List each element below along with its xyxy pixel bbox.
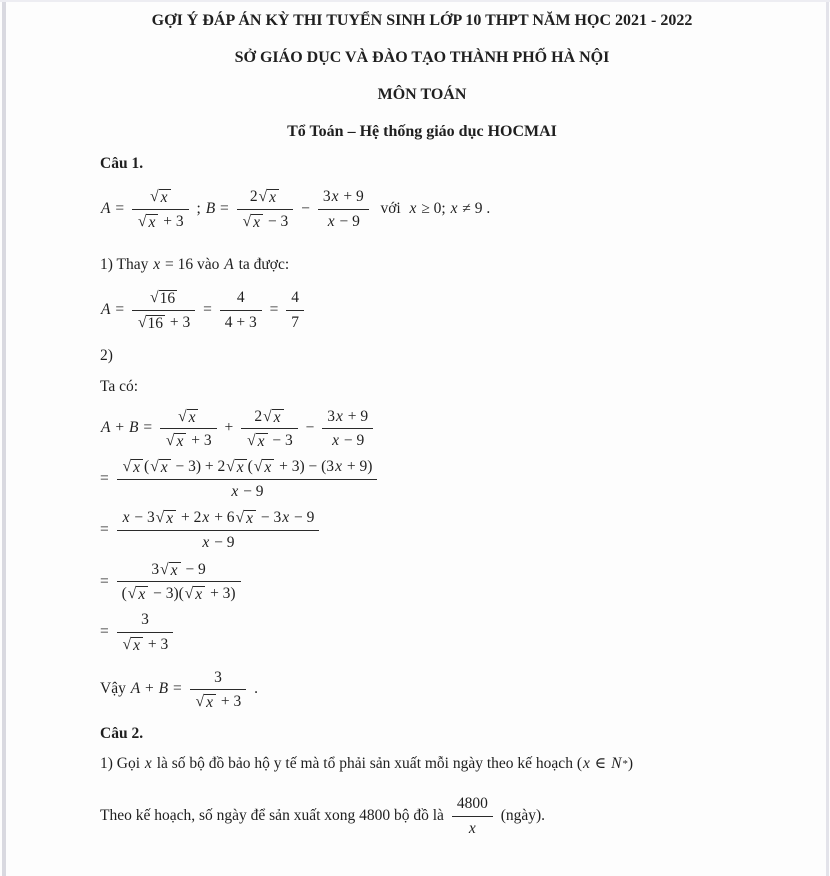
math-variable: x [206, 694, 214, 712]
math-variable: B [128, 419, 139, 437]
math-variable: x [335, 458, 342, 476]
math-text: − 9 [239, 482, 264, 500]
math-variable: x [138, 586, 146, 604]
cau1-definition-formula [100, 186, 744, 232]
fraction [117, 559, 241, 605]
math-variable: x [144, 754, 152, 772]
cau1-evaluation-formula [100, 287, 744, 333]
sqrt-radicand [244, 510, 256, 527]
math-variable: x [332, 432, 340, 450]
fraction-numerator [117, 559, 241, 581]
fraction-numerator [286, 287, 304, 309]
fraction-bar [322, 428, 373, 429]
fraction-bar [286, 310, 304, 311]
math-variable: x [336, 407, 343, 425]
math-text: ; [192, 199, 205, 217]
math-text: ) [627, 754, 634, 772]
math-text: + 6 [210, 509, 235, 527]
fraction [452, 793, 493, 839]
math-variable: x [160, 459, 168, 477]
math-text: là số bộ đồ bảo hộ y tế mà tổ phải sản xuất mỗi ngày theo kế hoạch [152, 754, 577, 772]
math-text: = [111, 301, 128, 319]
cau2-plan-days-formula [100, 793, 744, 839]
math-text: 4800 [456, 794, 488, 812]
fraction-bar [241, 428, 298, 429]
fraction-bar [190, 689, 247, 690]
sqrt-symbol: √ [247, 432, 256, 450]
math-variable: x [269, 189, 277, 206]
fraction [286, 287, 304, 333]
fraction [241, 406, 298, 452]
fraction-numerator [117, 456, 378, 478]
math-text: 2 [254, 407, 263, 425]
math-superscript: * [622, 757, 628, 770]
math-variable: x [468, 819, 476, 837]
sqrt-symbol: √ [165, 432, 175, 450]
math-text: 4 [291, 289, 299, 307]
sqrt-radicand [256, 433, 268, 450]
fraction-bar [117, 479, 378, 480]
math-text: + 3 [144, 635, 169, 653]
fraction-bar [117, 632, 174, 633]
sqrt-symbol: √ [122, 635, 132, 653]
cau1-sum-step-5 [100, 609, 744, 655]
fraction-numerator [117, 609, 174, 631]
math-text: + [141, 680, 158, 698]
sqrt [254, 459, 274, 476]
math-text: 1) Thay [100, 256, 153, 274]
math-text: + 9 [339, 188, 364, 205]
sqrt [160, 562, 180, 579]
sqrt-radicand [262, 459, 274, 476]
fraction-denominator [117, 583, 241, 605]
math-text: = 16 vào [161, 256, 224, 274]
sqrt-radicand [164, 510, 176, 527]
sqrt-radicand [174, 433, 186, 450]
fraction-numerator [318, 186, 369, 208]
fraction-numerator [190, 667, 247, 689]
fraction [322, 406, 373, 452]
fraction-bar [117, 581, 241, 582]
fraction [318, 186, 369, 232]
math-text: 2 [249, 188, 258, 205]
fraction-numerator [220, 287, 262, 309]
fraction [117, 609, 174, 655]
sqrt-symbol: √ [155, 509, 165, 527]
fraction [117, 456, 378, 502]
math-variable: x [273, 408, 281, 426]
math-variable: A [101, 301, 111, 319]
fraction [117, 507, 320, 553]
math-variable: x [202, 509, 210, 527]
sqrt-radicand [146, 315, 165, 332]
math-text: − 3) + 2 [171, 458, 226, 476]
math-text: + 3 [165, 313, 191, 331]
math-variable: A [224, 256, 234, 274]
fraction [132, 287, 195, 333]
math-text: (ngày). [496, 806, 546, 824]
fraction-numerator [452, 793, 493, 815]
math-text: = [216, 199, 233, 217]
fraction-denominator [322, 430, 373, 452]
math-variable: x [231, 482, 239, 500]
math-variable: A [101, 419, 111, 437]
fraction [190, 667, 247, 713]
cau1-sum-step-4 [100, 559, 744, 605]
math-text: + [220, 419, 238, 437]
sqrt-symbol: √ [253, 458, 263, 476]
math-variable: x [122, 509, 130, 527]
math-text: = [100, 622, 113, 640]
sqrt-radicand [267, 189, 279, 206]
sqrt-radicand [159, 290, 178, 307]
sqrt [150, 290, 177, 307]
sqrt-radicand [159, 459, 171, 476]
fraction-denominator [117, 481, 378, 503]
sqrt-symbol: √ [160, 560, 169, 578]
fraction-denominator [220, 312, 262, 334]
math-text: + [111, 419, 128, 437]
math-text: − 3 [130, 509, 155, 527]
math-text: = [139, 419, 156, 437]
math-text: − 9 [181, 560, 206, 578]
math-text: + 9) [342, 458, 373, 476]
cau1-conclusion [100, 667, 744, 713]
page-edge-right [826, 0, 829, 876]
math-text: . [250, 680, 259, 698]
math-text: ( [121, 585, 127, 603]
math-text: ≥ 0; [417, 199, 450, 217]
cau1-sum-step-1 [100, 406, 744, 452]
math-text: − 3)( [149, 585, 184, 603]
math-text: ∈ [590, 754, 611, 772]
fraction [237, 186, 294, 232]
math-text: − [301, 419, 319, 437]
math-variable: x [133, 459, 141, 477]
sqrt-symbol: √ [184, 585, 194, 603]
fraction-denominator [117, 634, 174, 656]
page-edge-left [2, 0, 6, 876]
sqrt-symbol: √ [137, 313, 147, 331]
math-variable: x [257, 433, 265, 451]
header-line-exam-title: GỢI Ý ĐÁP ÁN KỲ THI TUYỂN SINH LỚP 10 THPT NĂM HỌC 2021 - 2022 [151, 12, 693, 29]
math-text: = [169, 680, 186, 698]
sqrt-radicand [187, 409, 199, 426]
sqrt [123, 637, 143, 654]
math-text: 16 [159, 290, 176, 308]
math-variable: x [327, 212, 335, 230]
sqrt [226, 459, 246, 476]
fraction-numerator [117, 507, 320, 529]
fraction [160, 406, 217, 452]
sqrt-symbol: √ [122, 458, 132, 476]
math-variable: x [153, 256, 161, 274]
fraction-bar [132, 310, 195, 311]
fraction-bar [318, 209, 369, 210]
sqrt-radicand [136, 586, 148, 603]
fraction-numerator [237, 186, 294, 208]
cau1-sum-step-3 [100, 507, 744, 553]
sqrt-symbol: √ [178, 407, 187, 425]
math-text: + 3) − (3 [275, 458, 335, 476]
sqrt-radicand [146, 214, 158, 231]
sqrt-symbol: √ [150, 188, 159, 205]
math-variable: x [246, 510, 253, 528]
fraction-numerator [241, 406, 298, 428]
math-text: − 9 [340, 432, 365, 450]
math-variable: x [202, 534, 210, 552]
sqrt [263, 409, 283, 426]
sqrt [178, 409, 198, 426]
math-text: 3 [141, 611, 149, 629]
math-variable: x [176, 433, 184, 451]
math-text: = [111, 199, 128, 217]
cau1-ta-co-label: Ta có: [100, 377, 139, 395]
math-text: 3 [327, 407, 335, 425]
fraction-denominator [237, 211, 294, 233]
fraction-denominator [190, 691, 247, 713]
math-variable: x [450, 199, 458, 217]
sqrt-radicand [204, 694, 216, 711]
fraction [132, 186, 189, 232]
math-text: − 3 [264, 212, 289, 230]
math-text: = [100, 572, 113, 590]
math-text: + 3) [206, 585, 236, 603]
cau1-part1-statement [100, 255, 744, 276]
fraction-denominator [286, 312, 304, 334]
sqrt-symbol: √ [150, 289, 159, 307]
sqrt-symbol: √ [242, 212, 252, 230]
sqrt [259, 189, 279, 206]
math-text: = [100, 469, 113, 487]
sqrt [128, 586, 148, 603]
math-text: − 9 [290, 509, 315, 527]
sqrt [247, 433, 267, 450]
math-variable: x [166, 510, 174, 528]
fraction [220, 287, 262, 333]
math-text: − 9 [210, 534, 235, 552]
math-text: ( [576, 754, 582, 772]
math-text: = [265, 301, 283, 319]
cau2-title: Câu 2. [100, 724, 144, 742]
sqrt-symbol: √ [137, 212, 147, 230]
sqrt-symbol: √ [235, 509, 245, 527]
sqrt [166, 433, 186, 450]
math-text: ( [247, 458, 253, 476]
sqrt [196, 694, 216, 711]
math-variable: x [264, 459, 272, 477]
math-variable: x [188, 408, 196, 426]
math-text: 3 [322, 188, 331, 205]
sqrt-symbol: √ [226, 458, 235, 476]
math-text: Theo kế hoạch, số ngày để sản xuất xong 4800 bộ đồ là [100, 806, 448, 824]
cau1-title: Câu 1. [100, 155, 144, 172]
page-edge-top [0, 0, 830, 2]
math-text: = [199, 301, 216, 319]
math-variable: x [331, 188, 339, 205]
math-variable: x [583, 754, 590, 772]
sqrt-radicand [159, 189, 171, 206]
sqrt-radicand [251, 214, 263, 231]
fraction-bar [132, 209, 189, 210]
math-text: 4 [236, 289, 245, 307]
math-variable: x [133, 636, 141, 654]
header-line-organization: Tổ Toán – Hệ thống giáo dục HOCMAI [287, 123, 557, 140]
sqrt [236, 510, 256, 527]
math-variable: N [611, 754, 622, 772]
fraction-numerator [322, 406, 373, 428]
math-text: với [372, 199, 409, 217]
sqrt-symbol: √ [127, 585, 137, 603]
math-text: ta được: [234, 256, 290, 274]
sqrt [150, 459, 170, 476]
sqrt-symbol: √ [258, 188, 268, 205]
fraction-bar [452, 816, 493, 817]
solution-body [100, 155, 744, 839]
fraction-denominator [452, 818, 493, 840]
math-text: + 3 [187, 432, 212, 450]
math-text: − 3 [268, 432, 293, 450]
math-text: + 3 [159, 212, 184, 230]
sqrt-radicand [193, 586, 205, 603]
math-variable: x [148, 213, 156, 231]
document-header [100, 12, 744, 141]
sqrt [123, 459, 143, 476]
sqrt [243, 214, 263, 231]
sqrt [138, 214, 158, 231]
math-text: 3 [214, 668, 222, 686]
math-text: 4 + 3 [224, 313, 257, 331]
fraction-denominator [160, 430, 217, 452]
math-variable: x [195, 586, 203, 604]
sqrt [156, 510, 176, 527]
math-variable: x [282, 509, 290, 527]
math-variable: x [253, 213, 261, 231]
math-variable: A [130, 680, 141, 698]
fraction-numerator [132, 287, 195, 309]
math-text: − 9 [335, 212, 360, 230]
fraction-bar [237, 209, 294, 210]
math-text: 1) Gọi [100, 754, 144, 772]
math-text: Vậy [100, 680, 130, 698]
math-text: + 9 [343, 407, 369, 425]
header-line-subject: MÔN TOÁN [377, 86, 467, 103]
fraction-bar [220, 310, 262, 311]
sqrt-symbol: √ [263, 407, 272, 425]
math-text: − [297, 199, 314, 217]
math-variable: A [101, 199, 111, 217]
sqrt [138, 315, 165, 332]
math-variable: B [158, 680, 169, 698]
sqrt-symbol: √ [150, 458, 159, 476]
math-text: = [100, 521, 113, 539]
sqrt-symbol: √ [195, 693, 205, 711]
math-text: 16 [147, 314, 163, 332]
cau2-part1-statement [100, 754, 744, 775]
math-text: + 2 [177, 509, 202, 527]
math-text: 3 [151, 560, 160, 578]
math-text: − 3 [256, 509, 282, 527]
fraction-numerator [132, 186, 189, 208]
fraction-denominator [241, 430, 298, 452]
fraction-denominator [132, 312, 195, 334]
fraction-bar [160, 428, 217, 429]
cau1-part2-label: 2) [100, 346, 113, 364]
header-line-department: SỞ GIÁO DỤC VÀ ĐÀO TẠO THÀNH PHỐ HÀ NỘI [234, 49, 610, 66]
math-variable: B [205, 199, 216, 217]
sqrt-radicand [131, 459, 143, 476]
fraction-denominator [132, 211, 189, 233]
math-text: 7 [291, 313, 299, 331]
sqrt [150, 189, 170, 206]
fraction-bar [117, 530, 320, 531]
fraction-numerator [160, 406, 217, 428]
fraction-denominator [318, 211, 369, 233]
sqrt-radicand [235, 459, 247, 476]
sqrt-radicand [169, 562, 181, 579]
math-variable: x [170, 561, 178, 579]
math-text: + 3 [217, 693, 242, 711]
sqrt [185, 586, 205, 603]
math-variable: x [236, 459, 244, 477]
math-variable: x [409, 199, 417, 217]
math-text: ( [144, 458, 150, 476]
math-text: ≠ 9 . [458, 199, 491, 217]
sqrt-radicand [131, 637, 143, 654]
math-variable: x [160, 189, 168, 206]
fraction-denominator [117, 532, 320, 554]
sqrt-radicand [272, 409, 284, 426]
cau1-sum-step-2 [100, 456, 744, 502]
